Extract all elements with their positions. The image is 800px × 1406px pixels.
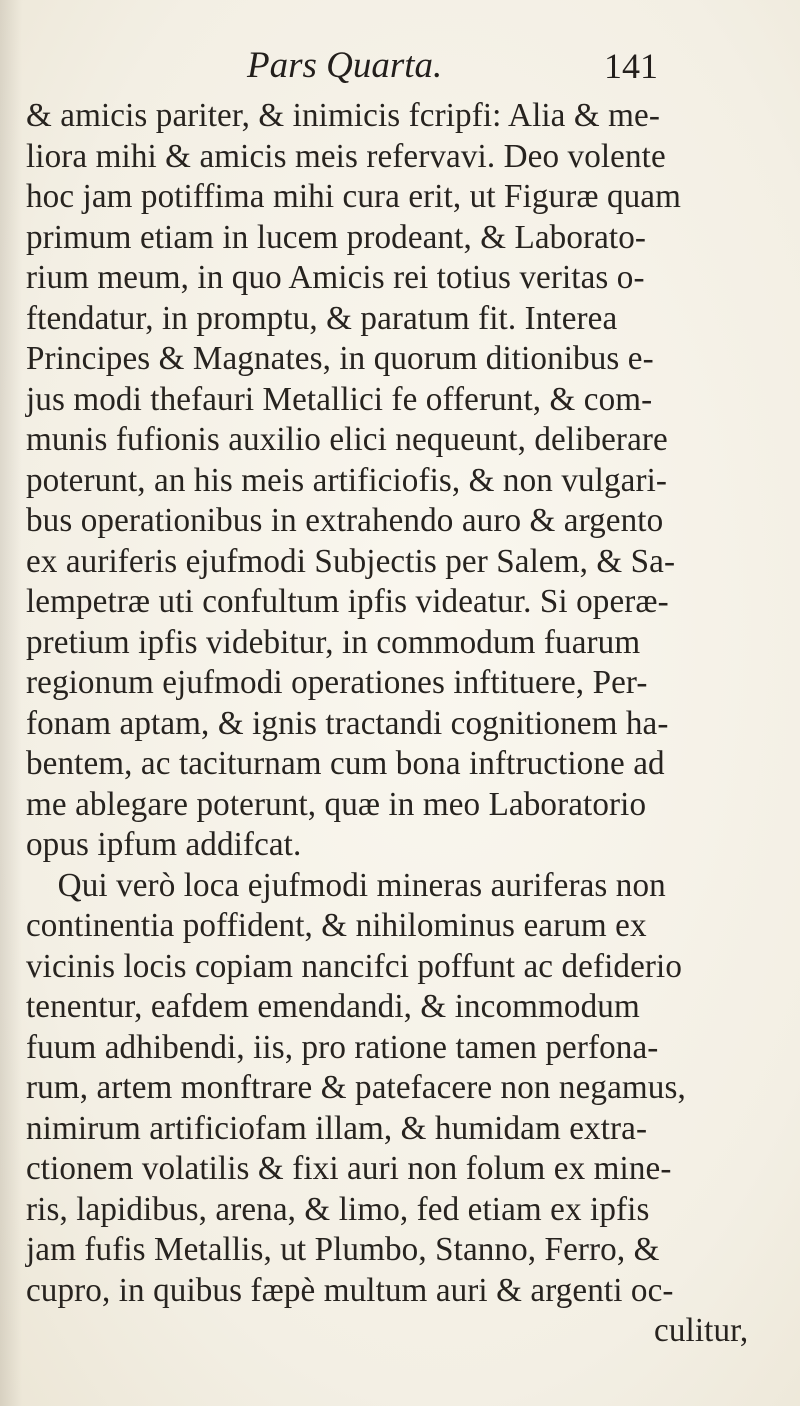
text-line: nimirum artificiofam illam, & humidam extra-	[26, 1109, 648, 1147]
text-line: fuum adhibendi, iis, pro ratione tamen perfona-	[26, 1028, 659, 1066]
text-line: ris, lapidibus, arena, & limo, fed etiam ex ipfis	[26, 1190, 650, 1228]
running-title: Pars Quarta.	[247, 45, 443, 86]
binding-shadow	[0, 0, 22, 1406]
page-header	[0, 42, 800, 90]
text-line: pretium ipfis videbitur, in commodum fuarum	[26, 623, 641, 661]
text-line: ftendatur, in promptu, & paratum fit. Interea	[26, 299, 618, 337]
text-line: liora mihi & amicis meis refervavi. Deo volente	[26, 137, 666, 175]
text-line: munis fufionis auxilio elici nequeunt, deliberare	[26, 421, 668, 458]
text-line: tenentur, eafdem emendandi, & incommodum	[26, 988, 640, 1025]
text-line: hoc jam potiffima mihi cura erit, ut Figuræ quam	[26, 178, 682, 215]
paragraph-start-line: Qui verò loca ejufmodi mineras auriferas non	[57, 866, 666, 904]
text-line: me ablegare poterunt, quæ in meo Laboratorio	[26, 785, 647, 823]
text-line: regionum ejufmodi operationes inftituere, Per-	[26, 664, 648, 701]
text-line: ctionem volatilis & fixi auri non folum ex mine-	[26, 1150, 672, 1187]
catchword: culitur,	[654, 1312, 749, 1349]
text-line: fonam aptam, & ignis tractandi cognitionem ha-	[26, 704, 669, 742]
text-line: bentem, ac taciturnam cum bona inftructione ad	[26, 745, 665, 782]
text-line: ex auriferis ejufmodi Subjectis per Salem, & Sa-	[26, 542, 676, 580]
text-line: opus ipfum addifcat.	[26, 826, 302, 863]
text-line: primum etiam in lucem prodeant, & Laborato-	[26, 218, 647, 256]
text-line: bus operationibus in extrahendo auro & argento	[26, 502, 664, 539]
text-line: rium meum, in quo Amicis rei totius veritas o-	[26, 259, 645, 296]
text-line: rum, artem monftrare & patefacere non negamus,	[26, 1069, 686, 1106]
text-line: continentia poffident, & nihilominus earum ex	[26, 907, 647, 944]
text-line: Principes & Magnates, in quorum ditionibus e-	[26, 340, 654, 377]
text-line: & amicis pariter, & inimicis fcripfi: Alia & me-	[26, 97, 660, 134]
body-text	[26, 96, 786, 1352]
text-line: poterunt, an his meis artificiofis, & non vulgari-	[26, 461, 668, 499]
text-line: cupro, in quibus fæpè multum auri & argenti oc-	[26, 1271, 674, 1309]
text-line: jus modi thefauri Metallici fe offerunt, & com-	[26, 380, 653, 418]
text-line: jam fufis Metallis, ut Plumbo, Stanno, Ferro, &	[26, 1231, 660, 1268]
page-number: 141	[604, 46, 658, 86]
text-line: vicinis locis copiam nancifci poffunt ac defiderio	[26, 947, 683, 985]
text-line: lempetræ uti confultum ipfis videatur. Si operæ-	[26, 583, 669, 620]
